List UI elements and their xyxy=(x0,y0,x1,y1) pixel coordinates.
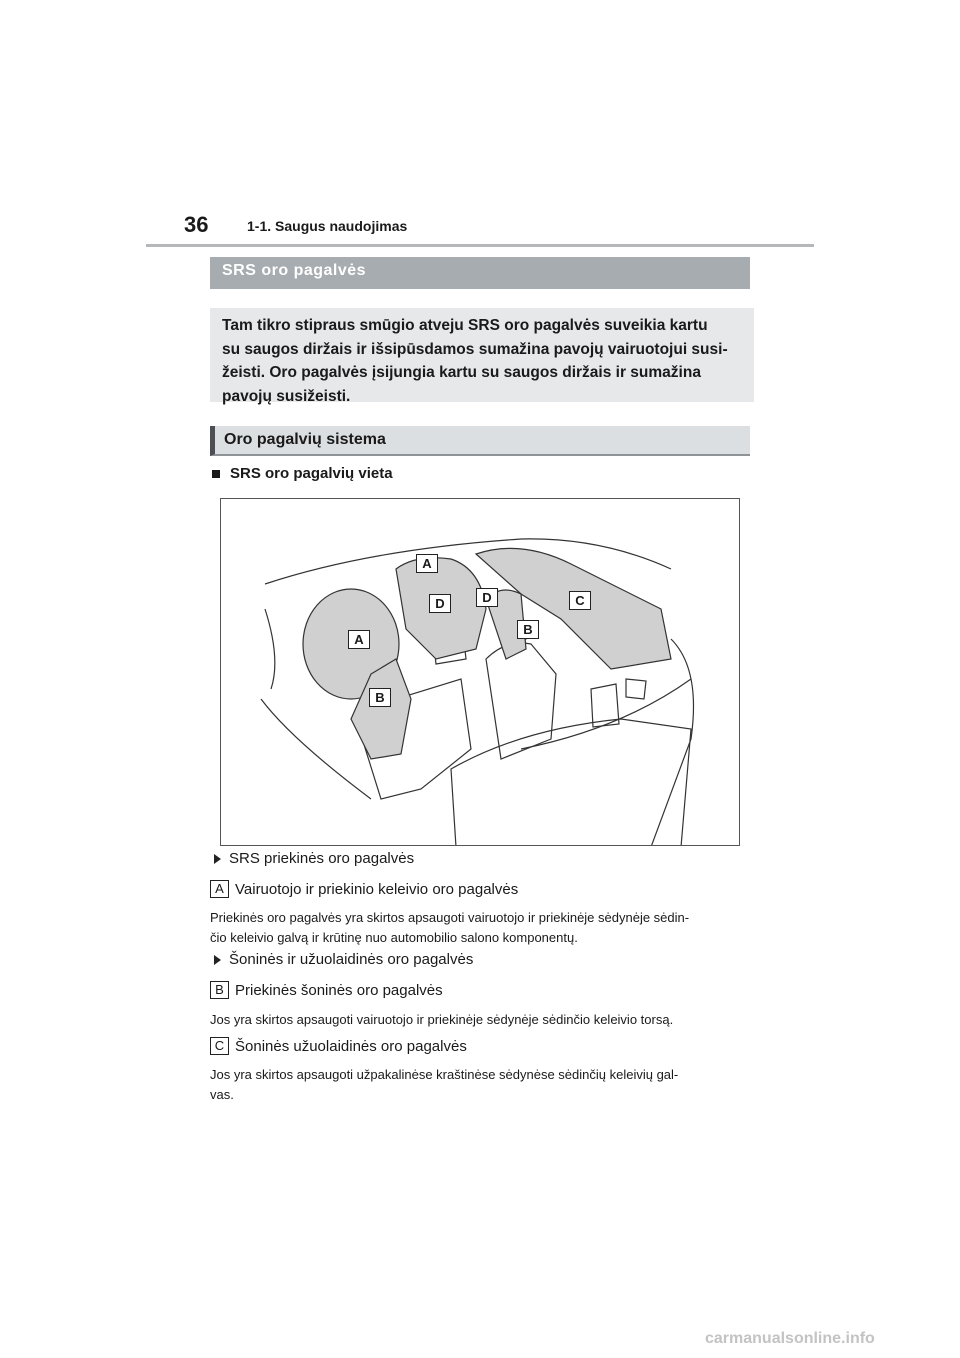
item-c xyxy=(210,1037,467,1055)
header-rule xyxy=(146,244,814,247)
item-a-desc-line: Priekinės oro pagalvės yra skirtos apsaugoti vairuotojo ir priekinėje sėdynėje sėdin- xyxy=(210,910,690,925)
item-b-label: B xyxy=(210,981,229,999)
triangle-bullet-icon xyxy=(214,955,221,965)
item-c-description xyxy=(210,1065,758,1105)
item-a-label: A xyxy=(210,880,229,898)
item-c-label: C xyxy=(210,1037,229,1055)
item-a xyxy=(210,880,518,898)
intro-line: žeisti. Oro pagalvės įsijungia kartu su saugos diržais ir sumažina xyxy=(222,364,701,381)
callout-b-right: B xyxy=(517,620,539,639)
item-a-text: Vairuotojo ir priekinio keleivio oro pagalvės xyxy=(235,880,519,898)
item-c-desc-line: Jos yra skirtos apsaugoti užpakalinėse kraštinėse sėdynėse sėdinčių keleivių gal- xyxy=(210,1067,679,1082)
item-c-text: Šoninės užuolaidinės oro pagalvės xyxy=(235,1037,467,1055)
item-b-text: Priekinės šoninės oro pagalvės xyxy=(235,981,443,999)
callout-d-left: D xyxy=(429,594,451,613)
headrest-rear-2 xyxy=(626,679,646,699)
front-airbags-heading-text: SRS priekinės oro pagalvės xyxy=(229,850,415,867)
section-path: 1-1. Saugus naudojimas xyxy=(247,218,408,234)
square-bullet-icon xyxy=(212,470,220,478)
callout-a-upper: A xyxy=(416,554,438,573)
side-airbags-heading-text: Šoninės ir užuolaidinės oro pagalvės xyxy=(229,951,474,968)
rear-seat xyxy=(451,719,691,846)
item-a-description xyxy=(210,908,758,948)
subsection-heading: Oro pagalvių sistema xyxy=(210,426,750,456)
intro-box xyxy=(210,308,754,405)
topic-text: SRS oro pagalvių vieta xyxy=(230,465,393,482)
intro-line: pavojų susižeisti. xyxy=(222,387,351,405)
item-b-description: Jos yra skirtos apsaugoti vairuotojo ir priekinėje sėdynėje sėdinčio keleivio torsą. xyxy=(210,1012,674,1027)
car-interior-drawing xyxy=(221,499,740,846)
callout-d-right: D xyxy=(476,588,498,607)
watermark: carmanualsonline.info xyxy=(705,1330,875,1347)
topic-heading xyxy=(212,465,393,482)
right-door-line xyxy=(651,639,694,846)
triangle-bullet-icon xyxy=(214,854,221,864)
page-number: 36 xyxy=(184,212,209,237)
intro-line: su saugos diržais ir išsipūsdamos sumažina pavojų vairuotojui susi- xyxy=(222,340,728,358)
console-line xyxy=(521,679,691,749)
callout-a-lower: A xyxy=(348,630,370,649)
callout-c: C xyxy=(569,591,591,610)
front-airbags-heading xyxy=(212,850,414,867)
item-c-desc-line: vas. xyxy=(210,1087,234,1102)
door-line xyxy=(265,609,275,689)
section-title-bar: SRS oro pagalvės xyxy=(210,257,750,289)
intro-line: Tam tikro stipraus smūgio atveju SRS oro pagalvės suveikia kartu xyxy=(222,317,708,334)
side-airbags-heading xyxy=(212,951,473,968)
item-a-desc-line: čio keleivio galvą ir krūtinę nuo automobilio salono komponentų. xyxy=(210,930,578,945)
callout-b-left: B xyxy=(369,688,391,707)
item-b xyxy=(210,981,443,999)
front-seat-right xyxy=(486,643,556,759)
airbag-illustration xyxy=(220,498,740,846)
